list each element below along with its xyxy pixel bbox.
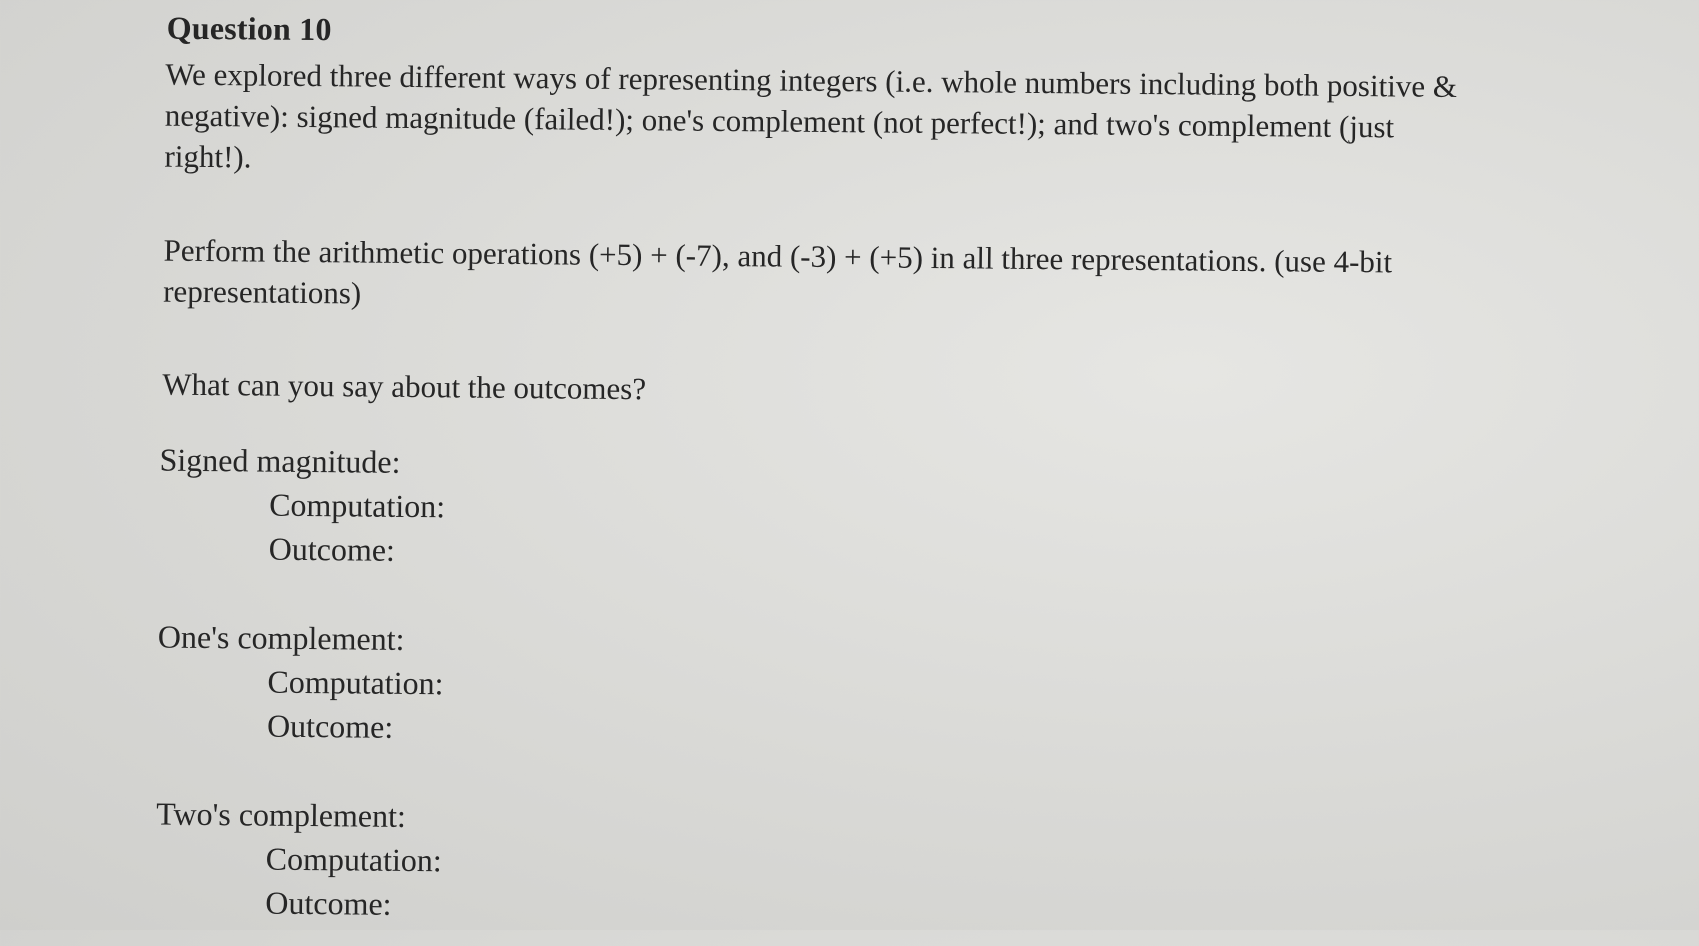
outcome-prompt: What can you say about the outcomes?: [162, 366, 647, 407]
ones-complement-outcome-label: Outcome:: [266, 707, 394, 745]
intro-line-1: We explored three different ways of representing integers (i.e. whole numbers including both positive &: [165, 56, 1458, 104]
task-line-1: Perform the arithmetic operations (+5) + (-7), and (-3) + (+5) in all three representations. (use 4-bit: [163, 232, 1393, 280]
ones-complement-heading: One's complement:: [157, 618, 405, 657]
twos-complement-heading: Two's complement:: [156, 795, 407, 834]
signed-magnitude-heading: Signed magnitude:: [159, 441, 401, 480]
question-title: Question 10: [166, 9, 332, 48]
intro-line-3: right!).: [164, 138, 252, 175]
ones-complement-computation-label: Computation:: [267, 663, 444, 702]
intro-line-2: negative): signed magnitude (failed!); one's complement (not perfect!); and two's complement (just: [164, 97, 1395, 145]
twos-complement-computation-label: Computation:: [265, 840, 442, 879]
twos-complement-outcome-label: Outcome:: [265, 884, 392, 922]
task-line-2: representations): [163, 273, 362, 311]
signed-magnitude-outcome-label: Outcome:: [268, 530, 396, 568]
task-paragraph: [163, 230, 1534, 325]
signed-magnitude-computation-label: Computation:: [268, 486, 446, 525]
intro-paragraph: [164, 54, 1535, 190]
